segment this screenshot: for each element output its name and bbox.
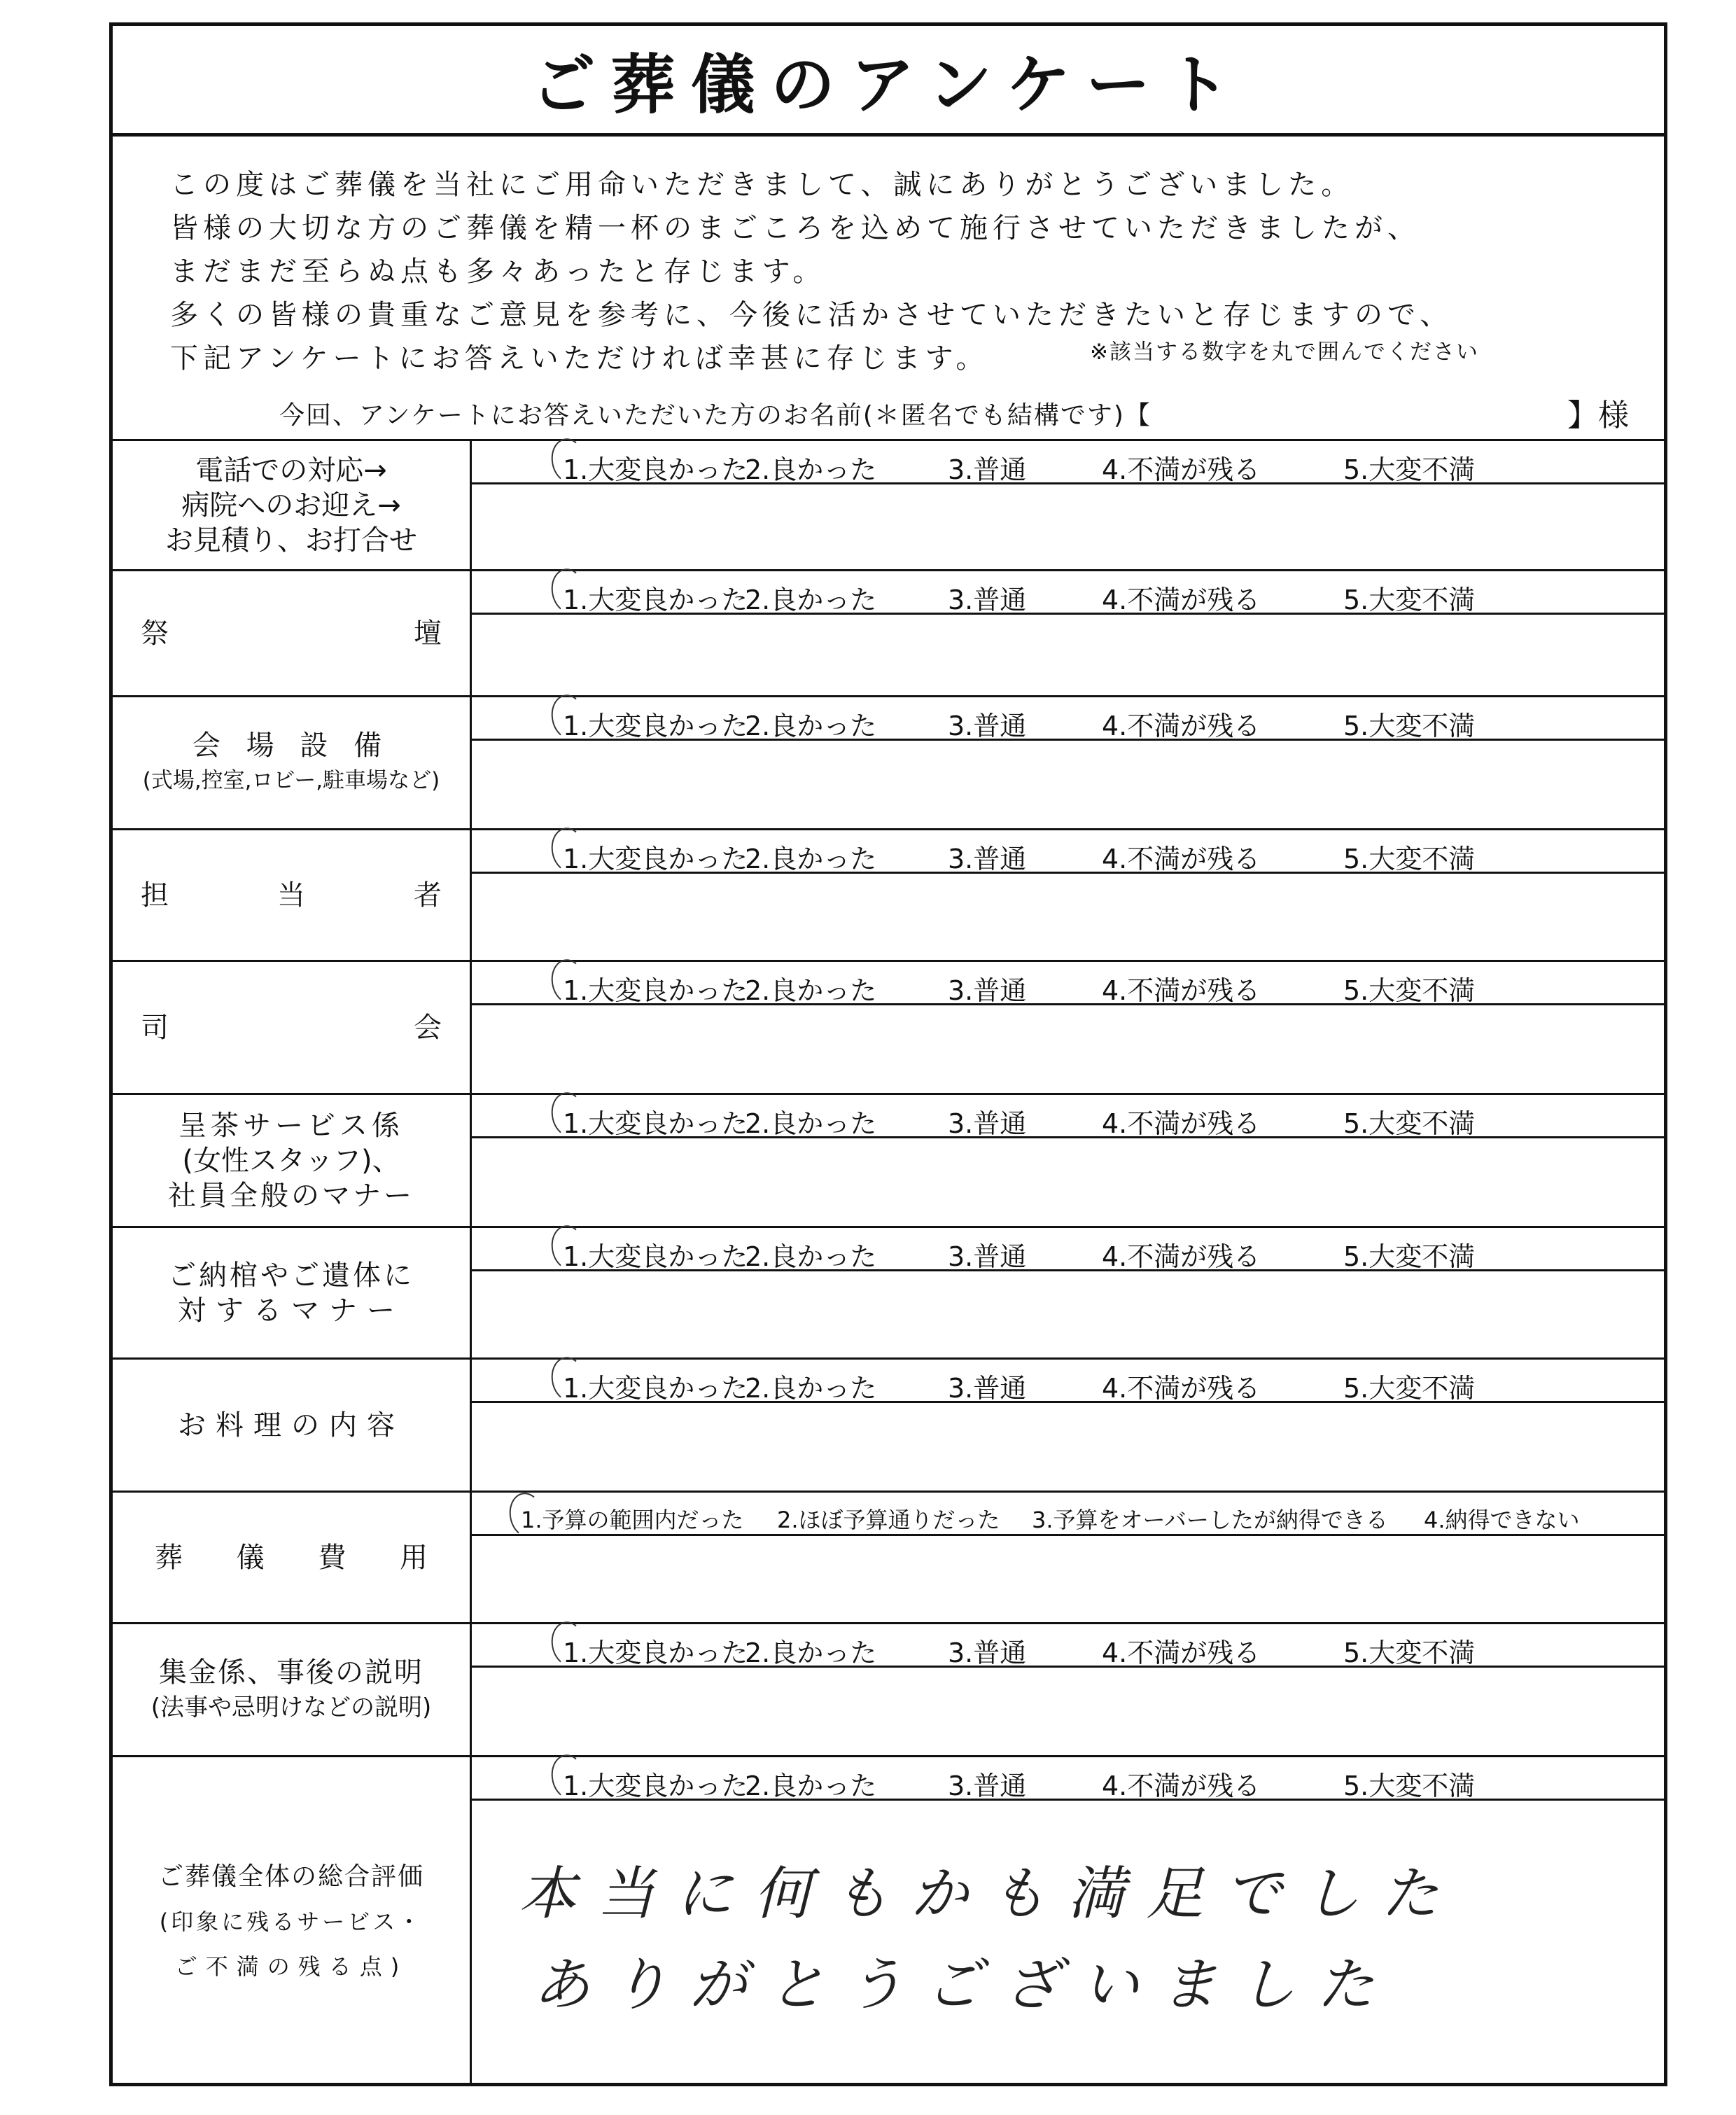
row-label <box>113 441 472 569</box>
option-1[interactable]: 1.大変良かった <box>563 704 748 743</box>
option-5[interactable]: 5.大変不満 <box>1343 454 1476 485</box>
intro-line: まだまだ至らぬ点も多々あったと存じます。 <box>170 256 826 288</box>
label-line: 病院へのお迎え→ <box>181 489 401 522</box>
row-label <box>113 1360 472 1491</box>
label-line: (式場,控室,ロビー,駐車場など) <box>142 767 440 793</box>
option-5[interactable]: 5.大変不満 <box>1343 711 1476 741</box>
option-2[interactable]: 2.良かった <box>745 1108 877 1139</box>
option-5[interactable]: 5.大変不満 <box>1343 975 1476 1006</box>
cost-option-1[interactable]: 1.予算の範囲内だった <box>521 1502 744 1535</box>
label-char: 費 <box>318 1541 346 1574</box>
option-4[interactable]: 4.不満が残る <box>1102 1108 1261 1139</box>
option-1[interactable]: 1.大変良かった <box>563 1367 748 1405</box>
survey-row <box>113 1622 1664 1755</box>
rating-options <box>472 441 1664 484</box>
survey-row <box>113 1226 1664 1357</box>
option-2[interactable]: 2.良かった <box>745 975 877 1006</box>
label-line: ご納棺やご遺体に <box>168 1259 414 1292</box>
name-suffix: 】様 <box>1567 398 1629 433</box>
option-2[interactable]: 2.良かった <box>745 454 877 485</box>
intro-line: 皆様の大切な方のご葬儀を精一杯のまごころを込めて施行させていただきましたが、 <box>170 212 1420 244</box>
option-2[interactable]: 2.良かった <box>745 585 877 615</box>
option-5[interactable]: 5.大変不満 <box>1343 1108 1476 1139</box>
option-4[interactable]: 4.不満が残る <box>1102 844 1261 874</box>
row-label <box>113 697 472 828</box>
option-4[interactable]: 4.不満が残る <box>1102 1638 1261 1668</box>
option-3[interactable]: 3.普通 <box>948 844 1027 874</box>
row-label <box>113 571 472 695</box>
row-label <box>113 1757 472 2086</box>
option-4[interactable]: 4.不満が残る <box>1102 1771 1261 1801</box>
survey-row <box>113 828 1664 960</box>
option-3[interactable]: 3.普通 <box>948 454 1027 485</box>
survey-row <box>113 439 1664 569</box>
row-label <box>113 962 472 1093</box>
survey-row <box>113 1357 1664 1491</box>
rating-options <box>472 1228 1664 1271</box>
intro-line: 多くの皆様の貴重なご意見を参考に、今後に活かさせていただきたいと存じますので、 <box>170 299 1453 331</box>
option-4[interactable]: 4.不満が残る <box>1102 1241 1261 1272</box>
label-char: 祭 <box>141 617 169 650</box>
option-2[interactable]: 2.良かった <box>745 711 877 741</box>
survey-row <box>113 1491 1664 1622</box>
handwritten-comment-line: 本当に何もかも満足でした <box>519 1861 1460 1927</box>
option-4[interactable]: 4.不満が残る <box>1102 585 1261 615</box>
option-3[interactable]: 3.普通 <box>948 1373 1027 1404</box>
label-char: 儀 <box>236 1541 265 1574</box>
rating-options <box>472 1095 1664 1138</box>
option-3[interactable]: 3.普通 <box>948 1771 1027 1801</box>
cost-option-3[interactable]: 3.予算をオーバーしたが納得できる <box>1032 1507 1388 1533</box>
cost-option-4[interactable]: 4.納得できない <box>1424 1507 1580 1533</box>
option-4[interactable]: 4.不満が残る <box>1102 454 1261 485</box>
survey-row <box>113 1093 1664 1226</box>
label-line: 会 場 設 備 <box>192 729 391 762</box>
rating-options <box>472 1757 1664 1801</box>
rating-options <box>472 697 1664 741</box>
label-line: 対するマナー <box>178 1294 405 1327</box>
option-2[interactable]: 2.良かった <box>745 1638 877 1668</box>
survey-form <box>109 22 1667 2086</box>
label-line: (法事や忌明けなどの説明) <box>150 1693 432 1722</box>
option-1[interactable]: 1.大変良かった <box>563 969 748 1007</box>
rating-options <box>472 1624 1664 1668</box>
label-line: ご葬儀全体の総合評価 <box>158 1862 424 1891</box>
instruction-note: ※該当する数字を丸で囲んでください <box>1090 340 1479 365</box>
option-1[interactable]: 1.大変良かった <box>563 578 748 617</box>
option-3[interactable]: 3.普通 <box>948 585 1027 615</box>
intro-line: 下記アンケートにお答えいただければ幸甚に存じます。 <box>170 342 989 375</box>
rating-options <box>472 1360 1664 1403</box>
option-3[interactable]: 3.普通 <box>948 1241 1027 1272</box>
option-3[interactable]: 3.普通 <box>948 711 1027 741</box>
option-5[interactable]: 5.大変不満 <box>1343 1241 1476 1272</box>
name-prompt: 今回、アンケートにお答えいただいた方のお名前(＊匿名でも結構です)【 <box>279 401 1152 430</box>
option-5[interactable]: 5.大変不満 <box>1343 585 1476 615</box>
option-5[interactable]: 5.大変不満 <box>1343 1771 1476 1801</box>
label-char: 者 <box>414 879 442 912</box>
option-1[interactable]: 1.大変良かった <box>563 1102 748 1140</box>
cost-options <box>472 1493 1664 1536</box>
label-char: 当 <box>277 879 305 912</box>
row-label <box>113 1493 472 1622</box>
option-1[interactable]: 1.大変良かった <box>563 837 748 876</box>
option-4[interactable]: 4.不満が残る <box>1102 975 1261 1006</box>
page-title: ご葬儀のアンケート <box>531 47 1246 123</box>
survey-row <box>113 569 1664 695</box>
option-2[interactable]: 2.良かった <box>745 1373 877 1404</box>
rating-options <box>472 571 1664 615</box>
handwritten-comment-line: ありがとうございました <box>533 1952 1395 2018</box>
label-line: ご不満の残る点) <box>174 1953 408 1980</box>
row-label <box>113 1095 472 1226</box>
cost-option-2[interactable]: 2.ほぼ予算通りだった <box>777 1507 1000 1533</box>
label-line: (印象に残るサービス・ <box>159 1908 424 1935</box>
label-char: 会 <box>414 1011 442 1044</box>
label-line: お料理の内容 <box>178 1409 405 1442</box>
survey-row <box>113 960 1664 1093</box>
label-char: 担 <box>141 879 169 912</box>
option-1[interactable]: 1.大変良かった <box>563 1235 748 1273</box>
rating-options <box>472 830 1664 874</box>
option-3[interactable]: 3.普通 <box>948 1108 1027 1139</box>
label-char: 用 <box>399 1541 428 1574</box>
label-line: 社員全般のマナー <box>168 1179 414 1212</box>
option-3[interactable]: 3.普通 <box>948 1638 1027 1668</box>
rating-options <box>472 962 1664 1005</box>
label-char: 葬 <box>155 1541 183 1574</box>
option-5[interactable]: 5.大変不満 <box>1343 844 1476 874</box>
option-5[interactable]: 5.大変不満 <box>1343 1373 1476 1404</box>
intro-line: この度はご葬儀を当社にご用命いただきまして、誠にありがとうございました。 <box>170 169 1354 201</box>
option-5[interactable]: 5.大変不満 <box>1343 1638 1476 1668</box>
label-line: 呈茶サービス係 <box>178 1109 404 1142</box>
option-4[interactable]: 4.不満が残る <box>1102 711 1261 741</box>
survey-row <box>113 1755 1664 2086</box>
label-line: 電話での対応→ <box>195 454 387 487</box>
row-label <box>113 830 472 960</box>
option-1[interactable]: 1.大変良かった <box>563 1764 748 1803</box>
survey-row <box>113 695 1664 828</box>
row-label <box>113 1624 472 1755</box>
option-1[interactable]: 1.大変良かった <box>563 1631 748 1670</box>
label-line: 集金係、事後の説明 <box>159 1656 424 1689</box>
label-line: (女性スタッフ)、 <box>182 1144 400 1177</box>
title-box <box>113 26 1664 137</box>
option-2[interactable]: 2.良かった <box>745 844 877 874</box>
option-3[interactable]: 3.普通 <box>948 975 1027 1006</box>
option-4[interactable]: 4.不満が残る <box>1102 1373 1261 1404</box>
row-label <box>113 1228 472 1357</box>
label-char: 司 <box>141 1011 169 1044</box>
option-2[interactable]: 2.良かった <box>745 1771 877 1801</box>
option-1[interactable]: 1.大変良かった <box>563 448 748 487</box>
label-char: 壇 <box>414 617 442 650</box>
label-line: お見積り、お打合せ <box>165 524 417 557</box>
option-2[interactable]: 2.良かった <box>745 1241 877 1272</box>
